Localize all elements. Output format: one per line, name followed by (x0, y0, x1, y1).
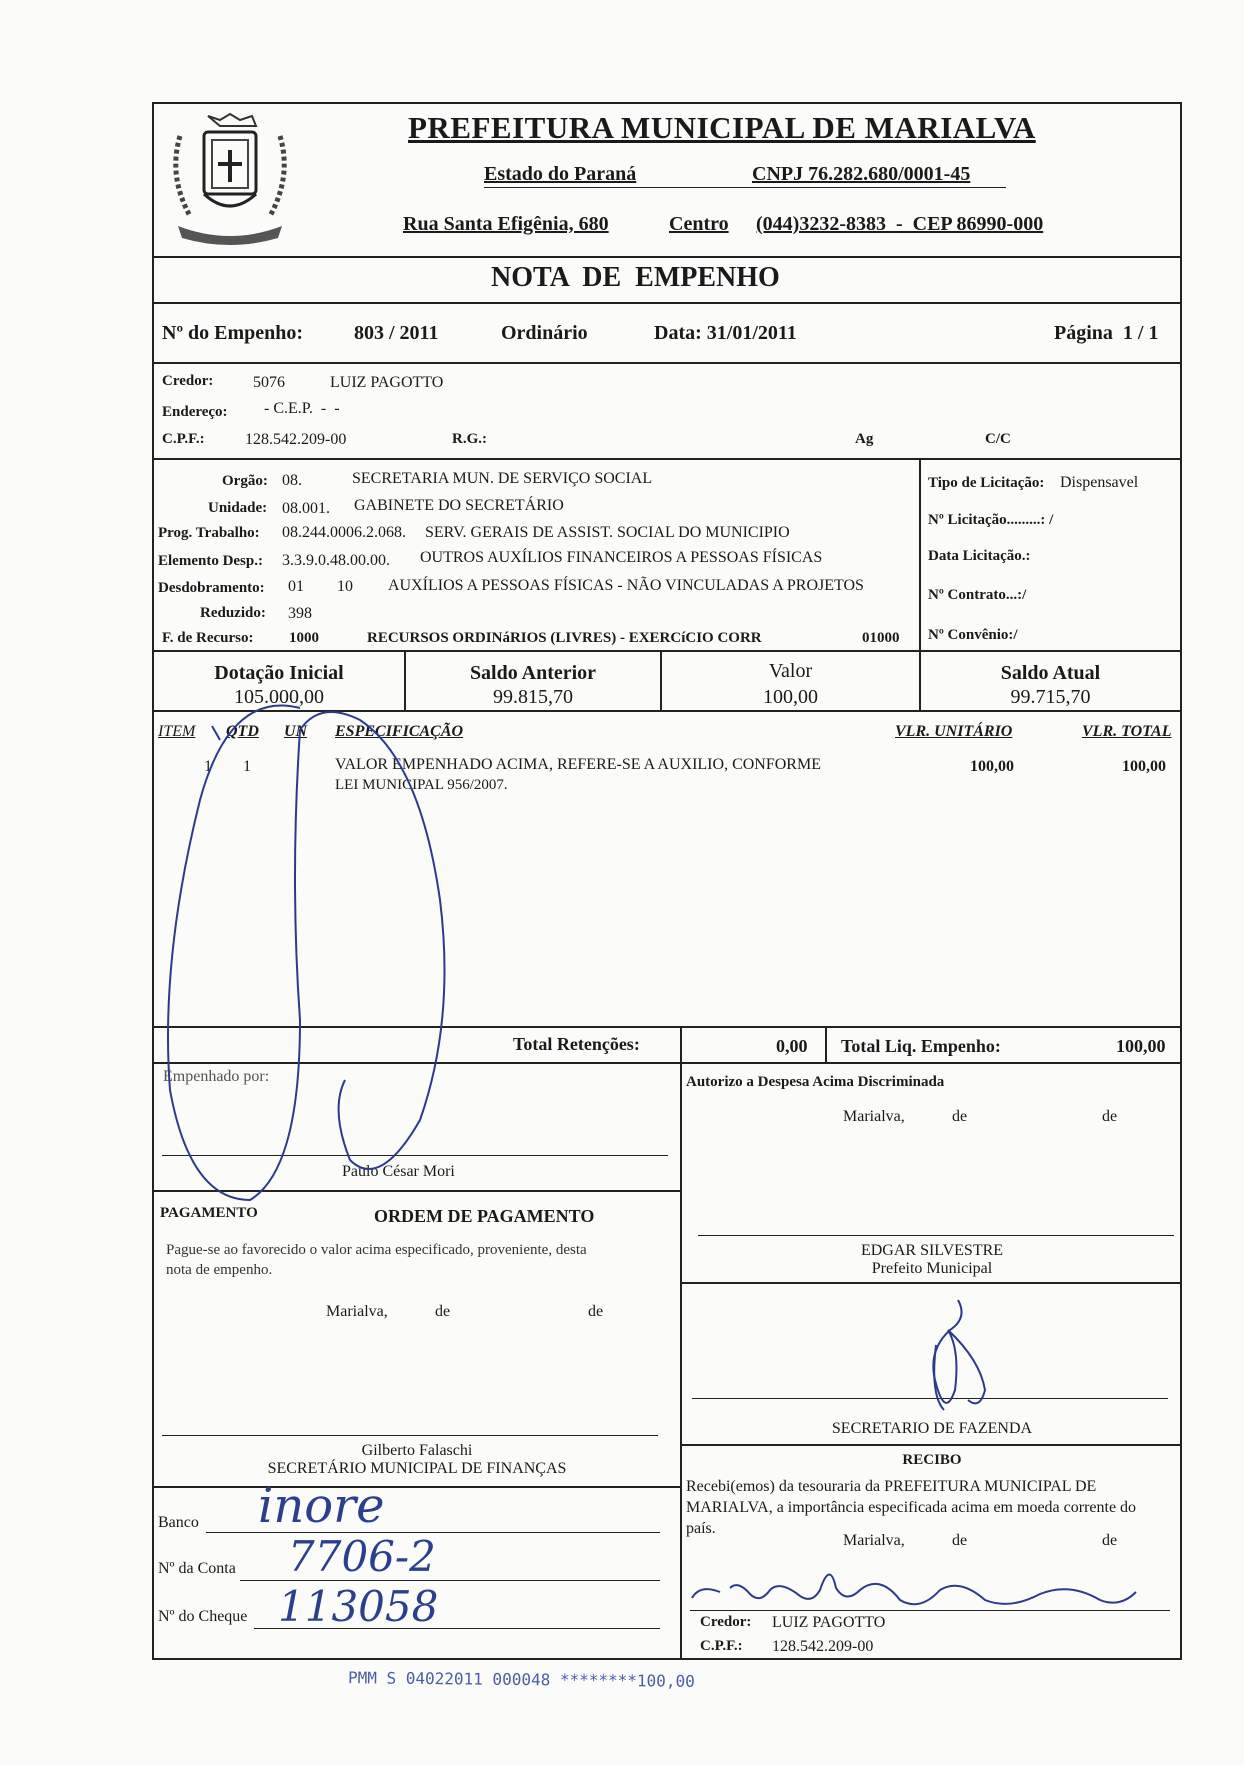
licitacao-data: Data Licitação.: (928, 548, 1031, 564)
anterior-value: 99.815,70 (493, 686, 573, 708)
prog-label: Prog. Trabalho: (158, 525, 260, 541)
empenho-page: Página 1 / 1 (1054, 322, 1159, 344)
orgao-code: 08. (282, 472, 302, 489)
totals-div-2 (825, 1026, 827, 1064)
pagamento-de-1: de (435, 1303, 451, 1320)
fazenda-role: SECRETARIO DE FAZENDA (831, 1420, 1033, 1437)
reduzido-value: 398 (288, 605, 312, 622)
valor-value: 100,00 (763, 686, 818, 708)
conta-handwritten: 7706-2 (288, 1532, 436, 1581)
banco-top-line (152, 1486, 682, 1488)
col-qtd: QTD (226, 723, 259, 740)
empenho-label: Nº do Empenho: (162, 322, 304, 344)
credor-cc-label: C/C (985, 431, 1011, 447)
row-total: 100,00 (1122, 758, 1166, 775)
recibo-text-1: Recebi(emos) da tesouraria da PREFEITURA MUNICIPAL DE (686, 1478, 1097, 1495)
credor-name: LUIZ PAGOTTO (330, 374, 444, 391)
credor-address: - C.E.P. - - (264, 400, 340, 417)
unidade-code: 08.001. (282, 500, 330, 517)
recibo-cpf: 128.542.209-00 (772, 1638, 874, 1655)
recibo-de-2: de (1102, 1532, 1118, 1549)
banco-handwritten: inore (258, 1478, 385, 1534)
col-espec: ESPECIFICAÇÃO (335, 723, 464, 740)
empenho-number: 803 / 2011 (354, 322, 439, 344)
header-cnpj: CNPJ 76.282.680/0001-45 (752, 163, 971, 185)
pagamento-role: SECRETÁRIO MUNICIPAL DE FINANÇAS (267, 1460, 567, 1477)
unidade-label: Unidade: (208, 500, 268, 516)
header-state-line (484, 187, 1006, 188)
atual-label: Saldo Atual (1000, 662, 1101, 684)
desdob-code2: 10 (337, 578, 353, 595)
licitacao-tipo: Dispensavel (1060, 474, 1139, 491)
credor-ag-label: Ag (855, 431, 874, 447)
cheque-handwritten: 113058 (278, 1582, 439, 1631)
retencoes-value: 0,00 (776, 1036, 808, 1056)
col-item: ITEM (158, 723, 196, 740)
orgao-label: Orgão: (222, 473, 268, 489)
atual-value: 99.715,70 (1010, 686, 1091, 708)
licitacao-convenio: Nº Convênio:/ (928, 627, 1018, 643)
liq-label: Total Liq. Empenho: (841, 1036, 1001, 1056)
recibo-sign-line (690, 1610, 1170, 1611)
recibo-city: Marialva, (843, 1532, 905, 1549)
row-item: 1 (204, 758, 212, 775)
empenhado-name: Paulo César Mori (342, 1163, 455, 1180)
col-un: UN (284, 723, 308, 740)
empenho-type: Ordinário (501, 322, 588, 344)
header-title: PREFEITURA MUNICIPAL DE MARIALVA (408, 110, 1036, 145)
autorizo-city: Marialva, (843, 1108, 905, 1125)
col-unit: VLR. UNITÁRIO (895, 723, 1013, 740)
doc-title: NOTA DE EMPENHO (491, 262, 780, 293)
row-desc-1: VALOR EMPENHADO ACIMA, REFERE-SE A AUXILIO, CONFORME (335, 756, 821, 773)
pagamento-top-line (152, 1190, 682, 1192)
conta-label: Nº da Conta (158, 1560, 236, 1577)
reduzido-label: Reduzido: (200, 605, 266, 621)
row-unit: 100,00 (970, 758, 1014, 775)
autorizo-role: Prefeito Municipal (871, 1260, 993, 1277)
credor-rg-label: R.G.: (452, 431, 487, 447)
payment-stamp: PMM S 04022011 000048 ********100,00 (347, 1668, 695, 1691)
row-desc-2: LEI MUNICIPAL 956/2007. (335, 777, 508, 793)
dotacao-value: 105.000,00 (234, 686, 324, 708)
retencoes-label: Total Retenções: (513, 1034, 640, 1054)
dotacao-label: Dotação Inicial (214, 662, 344, 684)
recibo-cpf-label: C.P.F.: (700, 1638, 743, 1654)
autorizo-sign-line (698, 1235, 1174, 1236)
credor-address-label: Endereço: (162, 404, 228, 420)
recibo-title: RECIBO (902, 1452, 962, 1468)
recurso-code: 1000 (289, 630, 319, 646)
recurso-code2: 01000 (862, 630, 900, 646)
autorizo-signer: EDGAR SILVESTRE (860, 1242, 1004, 1259)
recibo-text-3: país. (686, 1520, 716, 1537)
budget-divider (919, 458, 921, 652)
empenhado-sign-line (162, 1155, 668, 1156)
autorizo-de-2: de (1102, 1108, 1118, 1125)
recurso-name: RECURSOS ORDINáRIOS (LIVRES) - EXERCíCIO CORR (367, 630, 762, 646)
pagamento-text-1: Pague-se ao favorecido o valor acima especificado, proveniente, desta (166, 1242, 587, 1258)
fazenda-top-line (680, 1282, 1182, 1284)
banco-label: Banco (158, 1514, 199, 1531)
elemento-code: 3.3.9.0.48.00.00. (282, 552, 390, 569)
recurso-label: F. de Recurso: (162, 630, 254, 646)
prog-name: SERV. GERAIS DE ASSIST. SOCIAL DO MUNICIPIO (425, 524, 790, 541)
desdob-code1: 01 (288, 578, 304, 595)
credor-cpf-label: C.P.F.: (162, 431, 205, 447)
credor-label: Credor: (162, 373, 214, 389)
prog-code: 08.244.0006.2.068. (282, 524, 406, 541)
desdob-name: AUXÍLIOS A PESSOAS FÍSICAS - NÃO VINCULADAS A PROJETOS (388, 577, 864, 594)
row-qtd: 1 (243, 758, 251, 775)
elemento-name: OUTROS AUXÍLIOS FINANCEIROS A PESSOAS FÍSICAS (420, 549, 823, 566)
header-street: Rua Santa Efigênia, 680 (403, 213, 609, 235)
pagamento-title: ORDEM DE PAGAMENTO (374, 1206, 595, 1226)
licitacao-contrato: Nº Contrato...:/ (928, 587, 1027, 603)
unidade-name: GABINETE DO SECRETÁRIO (354, 497, 564, 514)
licitacao-tipo-label: Tipo de Licitação: (928, 475, 1045, 491)
header-state: Estado do Paraná (484, 163, 637, 185)
recibo-text-2: MARIALVA, a importância especificada acima em moeda corrente do (686, 1499, 1137, 1516)
cheque-label: Nº do Cheque (158, 1608, 248, 1625)
recibo-top-line (680, 1444, 1182, 1446)
recibo-credor-label: Credor: (700, 1614, 752, 1630)
header-district: Centro (669, 213, 729, 235)
coat-of-arms-seal (160, 106, 300, 254)
header-phone-cep: (044)3232-8383 - CEP 86990-000 (756, 213, 1044, 235)
empenho-date: Data: 31/01/2011 (654, 322, 797, 344)
recibo-credor: LUIZ PAGOTTO (772, 1614, 886, 1631)
pagamento-de-2: de (588, 1303, 604, 1320)
empenhado-label: Empenhado por: (163, 1068, 270, 1085)
totals-div-1 (680, 1026, 682, 1064)
lower-center-divider (680, 1062, 682, 1660)
totals-box (152, 1026, 1182, 1064)
anterior-label: Saldo Anterior (469, 662, 597, 684)
credor-cpf: 128.542.209-00 (245, 431, 347, 448)
col-total: VLR. TOTAL (1082, 723, 1172, 740)
liq-value: 100,00 (1116, 1036, 1166, 1056)
valor-label: Valor (768, 660, 813, 682)
pagamento-label: PAGAMENTO (160, 1205, 258, 1221)
pagamento-signer: Gilberto Falaschi (361, 1442, 473, 1459)
fazenda-sign-line (692, 1398, 1168, 1399)
licitacao-numero: Nº Licitação.........: / (928, 512, 1054, 528)
autorizo-title: Autorizo a Despesa Acima Discriminada (686, 1074, 945, 1090)
autorizo-de-1: de (952, 1108, 968, 1125)
pagamento-city: Marialva, (326, 1303, 388, 1320)
credor-code: 5076 (253, 374, 285, 391)
recibo-de-1: de (952, 1532, 968, 1549)
elemento-label: Elemento Desp.: (158, 553, 263, 569)
pagamento-text-2: nota de empenho. (166, 1262, 273, 1278)
pagamento-sign-line (162, 1435, 658, 1436)
orgao-name: SECRETARIA MUN. DE SERVIÇO SOCIAL (352, 470, 653, 487)
desdob-label: Desdobramento: (158, 580, 265, 596)
